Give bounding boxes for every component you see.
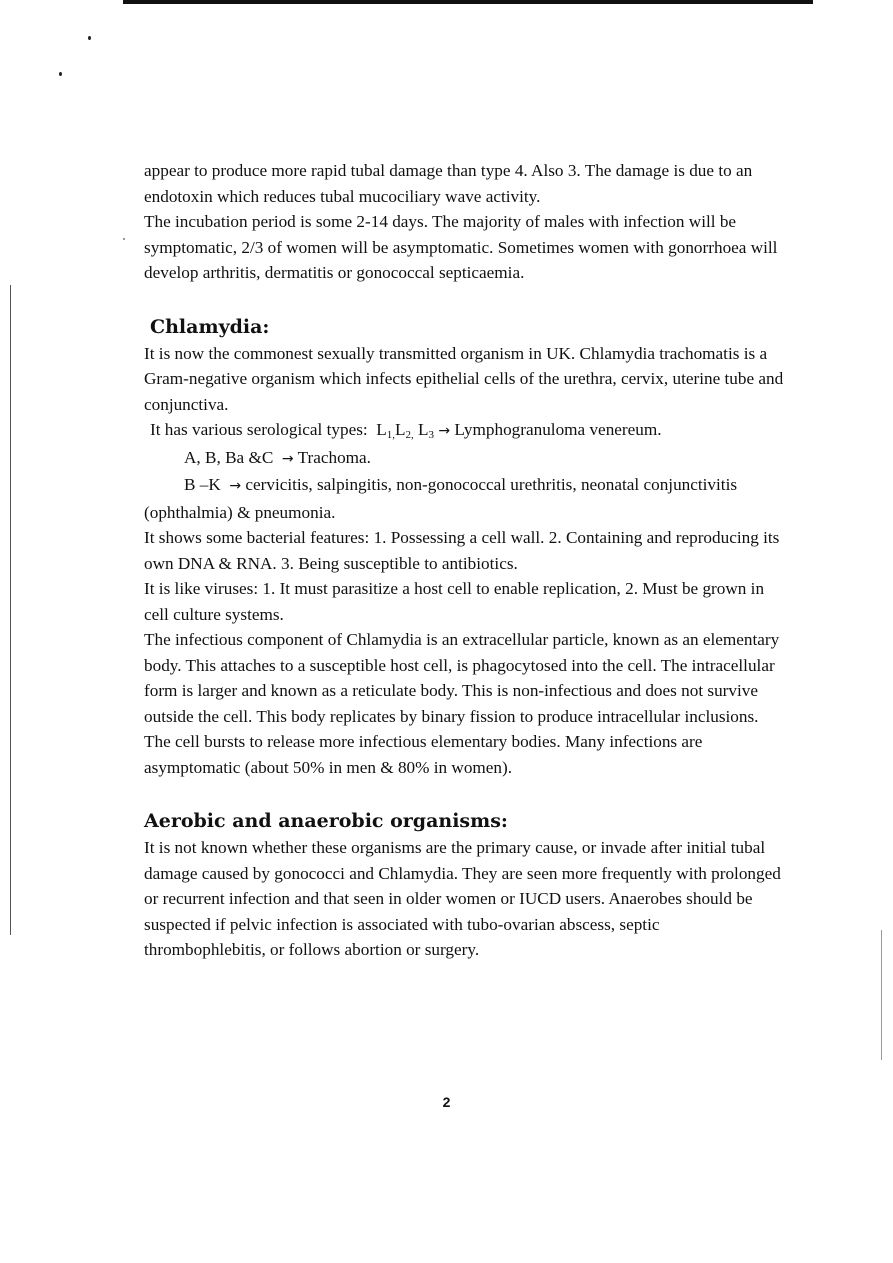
- types-prefix: It has various serological types:: [150, 420, 368, 439]
- intro-paragraph-2: The incubation period is some 2-14 days. The majority of males with infection will be symptomatic, 2/3 of women will be asymptomatic. Sometimes women with gonorrhoea will develop arthritis, dermatitis or gonococcal septicaemia.: [144, 212, 778, 282]
- types-abc: A, B, Ba &C: [184, 447, 274, 467]
- type-l3: $L_3$: [418, 420, 435, 441]
- page-number: 2: [442, 1094, 451, 1110]
- trachoma-line: [144, 445, 784, 473]
- right-arrow-icon: →: [438, 423, 451, 439]
- trachoma-text: Trachoma.: [297, 447, 371, 467]
- right-scan-edge: [881, 930, 882, 1060]
- scan-speck: [59, 72, 62, 76]
- virus-like-paragraph: It is like viruses: 1. It must parasitize a host cell to enable replication, 2. Must be grown in cell culture systems.: [144, 579, 765, 624]
- top-border-line: [123, 0, 813, 4]
- type-l2: $L_{2,}$: [395, 420, 414, 441]
- intro-paragraph-1: appear to produce more rapid tubal damage than type 4. Also 3. The damage is due to an endotoxin which reduces tubal mucociliary wave activity.: [144, 161, 753, 206]
- right-arrow-icon: →: [281, 450, 294, 467]
- lgv-text: Lymphogranuloma venereum.: [454, 420, 662, 439]
- bk-line: [144, 472, 784, 525]
- right-arrow-icon: →: [229, 478, 242, 494]
- serological-types-line: [144, 417, 784, 445]
- document-body: [144, 158, 784, 963]
- types-bk: B –K: [184, 475, 221, 494]
- type-l1: $L_{1,}$: [376, 420, 395, 441]
- scan-speck: [88, 36, 91, 40]
- infectious-component-paragraph: The infectious component of Chlamydia is an extracellular particle, known as an elementary body. This attaches to a susceptible host cell, is phagocytosed into the cell. The intracellular form is larger and known as a reticulate body. This is non-infectious and does not survive outside the cell. This body replicates by binary fission to produce intracellular inclusions. The cell bursts to release more infectious elementary bodies. Many infections are asymptomatic (about 50% in men & 80% in women).: [144, 630, 780, 777]
- chlamydia-heading: Chlamydia:: [150, 315, 270, 338]
- aerobic-anaerobic-heading: Aerobic and anaerobic organisms:: [144, 810, 508, 832]
- bacterial-features-paragraph: It shows some bacterial features: 1. Possessing a cell wall. 2. Containing and reproducing its own DNA & RNA. 3. Being susceptible to antibiotics.: [144, 528, 780, 573]
- chlamydia-paragraph-1: It is now the commonest sexually transmitted organism in UK. Chlamydia trachomatis is a Gram-negative organism which infects epithelial cells of the urethra, cervix, uterine tube and conjunctiva.: [144, 343, 784, 414]
- left-scan-edge: [10, 285, 11, 935]
- bk-text: cervicitis, salpingitis, non-gonococcal urethritis, neonatal conjunctivitis (ophthalmia) & pneumonia.: [144, 475, 738, 522]
- scan-speck: [123, 238, 125, 240]
- aerobic-paragraph: It is not known whether these organisms are the primary cause, or invade after initial tubal damage caused by gonococci and Chlamydia. They are seen more frequently with prolonged or recurrent infection and that seen in older women or IUCD users. Anaerobes should be suspected if pelvic infection is associated with tubo-ovarian abscess, septic thrombophlebitis, or follows abortion or surgery.: [144, 838, 781, 959]
